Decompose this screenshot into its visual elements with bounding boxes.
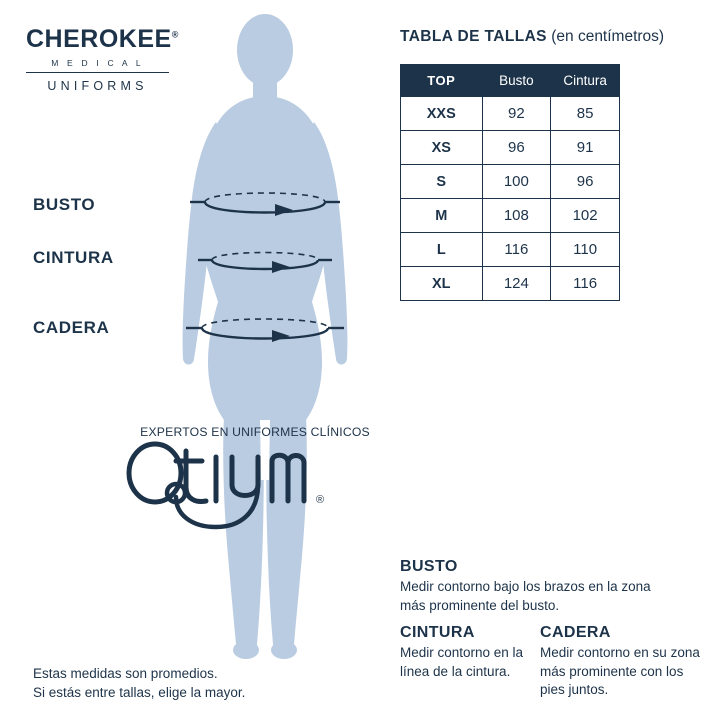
cell-size: S (401, 165, 483, 199)
table-header-waist: Cintura (551, 65, 620, 97)
otium-tagline: EXPERTOS EN UNIFORMES CLÍNICOS (140, 425, 370, 439)
table-row (401, 97, 620, 131)
cell-size: XXS (401, 97, 483, 131)
instruction-hip-body: Medir contorno en su zona más prominente con los pies juntos. (540, 645, 700, 698)
table-row (401, 131, 620, 165)
silhouette-shape (183, 14, 348, 659)
table-header-row (401, 65, 620, 97)
cell-size: XS (401, 131, 483, 165)
cell-waist: 91 (551, 131, 620, 165)
otium-registered-mark: ® (316, 494, 325, 506)
footnote-line-1: Estas medidas son promedios. (33, 666, 218, 681)
cell-waist: 85 (551, 97, 620, 131)
table-header-top: TOP (401, 65, 483, 97)
instruction-bust-body: Medir contorno bajo los brazos en la zona más prominente del busto. (400, 579, 651, 613)
cell-waist: 102 (551, 199, 620, 233)
cell-waist: 96 (551, 165, 620, 199)
cell-size: L (401, 233, 483, 267)
instruction-waist-heading: CINTURA (400, 624, 475, 641)
instruction-waist (400, 624, 525, 681)
cell-waist: 110 (551, 233, 620, 267)
brand-name: CHEROKEE® (26, 25, 179, 53)
table-row (401, 199, 620, 233)
brand-divider (26, 72, 169, 73)
cell-bust: 92 (482, 97, 551, 131)
otium-wordmark (120, 441, 390, 536)
cell-bust: 116 (482, 233, 551, 267)
cell-bust: 100 (482, 165, 551, 199)
measure-label-hip: CADERA (33, 318, 110, 337)
measure-label-waist: CINTURA (33, 248, 114, 267)
body-silhouette-figure (150, 10, 380, 670)
size-table-title (400, 28, 664, 46)
brand-category: UNIFORMS (47, 79, 148, 93)
instruction-hip-heading: CADERA (540, 624, 611, 641)
measure-label-bust: BUSTO (33, 195, 96, 214)
table-row (401, 233, 620, 267)
instruction-waist-body: Medir contorno en la línea de la cintura. (400, 645, 524, 679)
cell-size: M (401, 199, 483, 233)
size-table (400, 64, 620, 301)
cell-waist: 116 (551, 267, 620, 301)
instruction-hip (540, 624, 700, 700)
cell-bust: 96 (482, 131, 551, 165)
brand-subtitle: M E D I C A L (51, 58, 144, 68)
cell-size: XL (401, 267, 483, 301)
size-table-title-unit: (en centímetros) (551, 28, 665, 45)
table-row (401, 267, 620, 301)
cell-bust: 124 (482, 267, 551, 301)
cell-bust: 108 (482, 199, 551, 233)
size-table-title-strong: TABLA DE TALLAS (400, 28, 547, 45)
table-header-bust: Busto (482, 65, 551, 97)
otium-logo (120, 425, 390, 536)
table-row (401, 165, 620, 199)
footnote-line-2: Si estás entre tallas, elige la mayor. (33, 685, 246, 701)
footnote (33, 664, 245, 702)
instruction-bust (400, 558, 670, 615)
instruction-bust-heading: BUSTO (400, 558, 458, 575)
brand-registered-mark: ® (171, 29, 179, 40)
